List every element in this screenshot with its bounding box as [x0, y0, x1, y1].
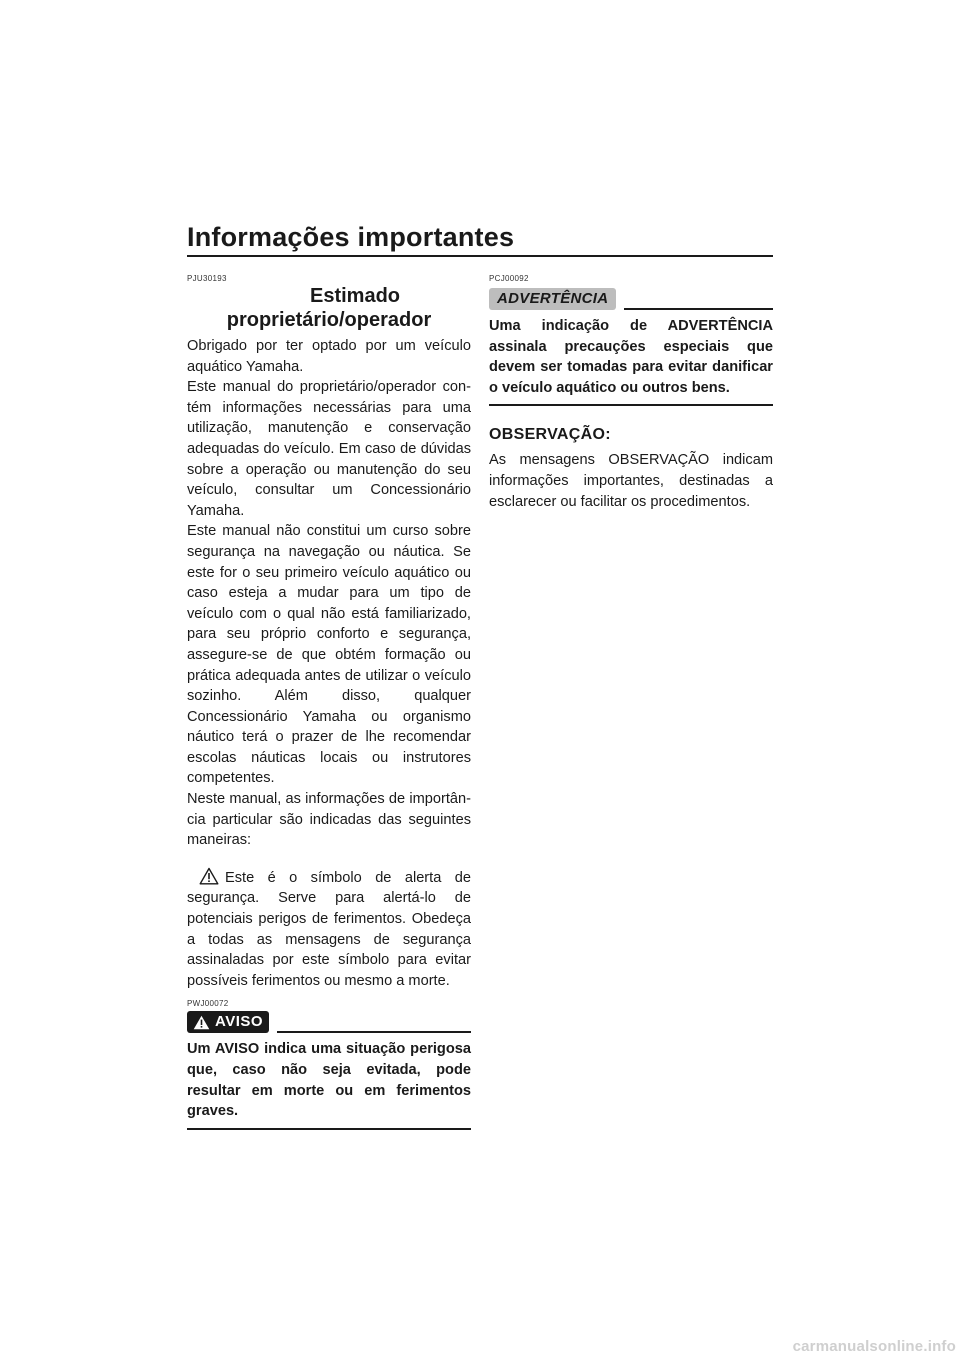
- aviso-code: PWJ00072: [187, 999, 229, 1009]
- left-column: [187, 274, 471, 1130]
- alert-symbol-text: Este é o símbolo de alerta de segurança. Serve para alertá-lo de potenciais perigos de ferimentos. Obedeça a todas as mensagens de segurança assinaladas por este símbolo para evitar possíveis ferimentos ou mesmo a morte.: [187, 869, 471, 989]
- paragraph-thanks: Obrigado por ter optado por um veículo aquático Yamaha.: [187, 338, 471, 375]
- aviso-rule: [277, 1031, 471, 1033]
- watermark: carmanualsonline.info: [792, 1338, 956, 1355]
- paragraph-safety-course: Este manual não constitui um curso sobre segurança na navegação ou náutica. Se este for o seu primeiro veículo aquático ou caso esteja a mudar para um tipo de veículo com o qual não está familiarizado, para seu próprio conforto e segurança, assegure-se de que obtém formação ou prática adequada antes de utilizar o veículo sozinho. Além disso, qualquer Concessionário Yamaha ou organismo náutico terá o prazer de lhe recomendar escolas náuticas locais ou instrutores competentes.: [187, 523, 471, 787]
- observacao-title: OBSERVAÇÃO:: [489, 426, 611, 444]
- aviso-text: Um AVISO indica uma situação perigosa que, caso não seja evitada, pode resultar em morte ou em ferimentos graves.: [187, 1039, 471, 1129]
- right-column: [489, 274, 773, 512]
- section-code: PJU30193: [187, 274, 227, 283]
- advertencia-rule: [624, 308, 773, 310]
- section-title-line2: proprietário/operador: [226, 309, 432, 331]
- observacao-text: As mensagens OBSERVAÇÃO indicam informações importantes, destinadas a esclarecer ou facilitar os procedimentos.: [489, 452, 773, 510]
- aviso-badge: [187, 1011, 269, 1033]
- section-title: [187, 284, 471, 332]
- warning-triangle-icon: [193, 1015, 210, 1030]
- aviso-label: AVISO: [215, 1013, 264, 1031]
- page-title: Informações importantes: [187, 222, 515, 252]
- advertencia-header: [489, 288, 773, 310]
- paragraph-alert-symbol: [187, 867, 471, 992]
- section-title-line1: Estimado: [309, 285, 401, 307]
- paragraph-indications: Neste manual, as informações de importância particular são indicadas das seguintes maneiras:: [187, 791, 471, 849]
- warning-triangle-icon: [199, 867, 219, 885]
- aviso-header: [187, 1011, 471, 1033]
- page-header: [187, 222, 773, 257]
- paragraph-manual-info: Este manual do proprietário/operador contém informações necessárias para uma utilização, manutenção e conservação adequadas do veículo. Em caso de dúvidas sobre a operação ou manutenção do seu veículo, consultar um Concessionário Yamaha.: [187, 379, 471, 519]
- advertencia-badge: ADVERTÊNCIA: [489, 288, 616, 310]
- advertencia-code: PCJ00092: [489, 274, 529, 283]
- advertencia-text: Uma indicação de ADVERTÊNCIA assinala precauções especiais que devem ser tomadas para evitar danificar o veículo aquático ou outros bens.: [489, 316, 773, 406]
